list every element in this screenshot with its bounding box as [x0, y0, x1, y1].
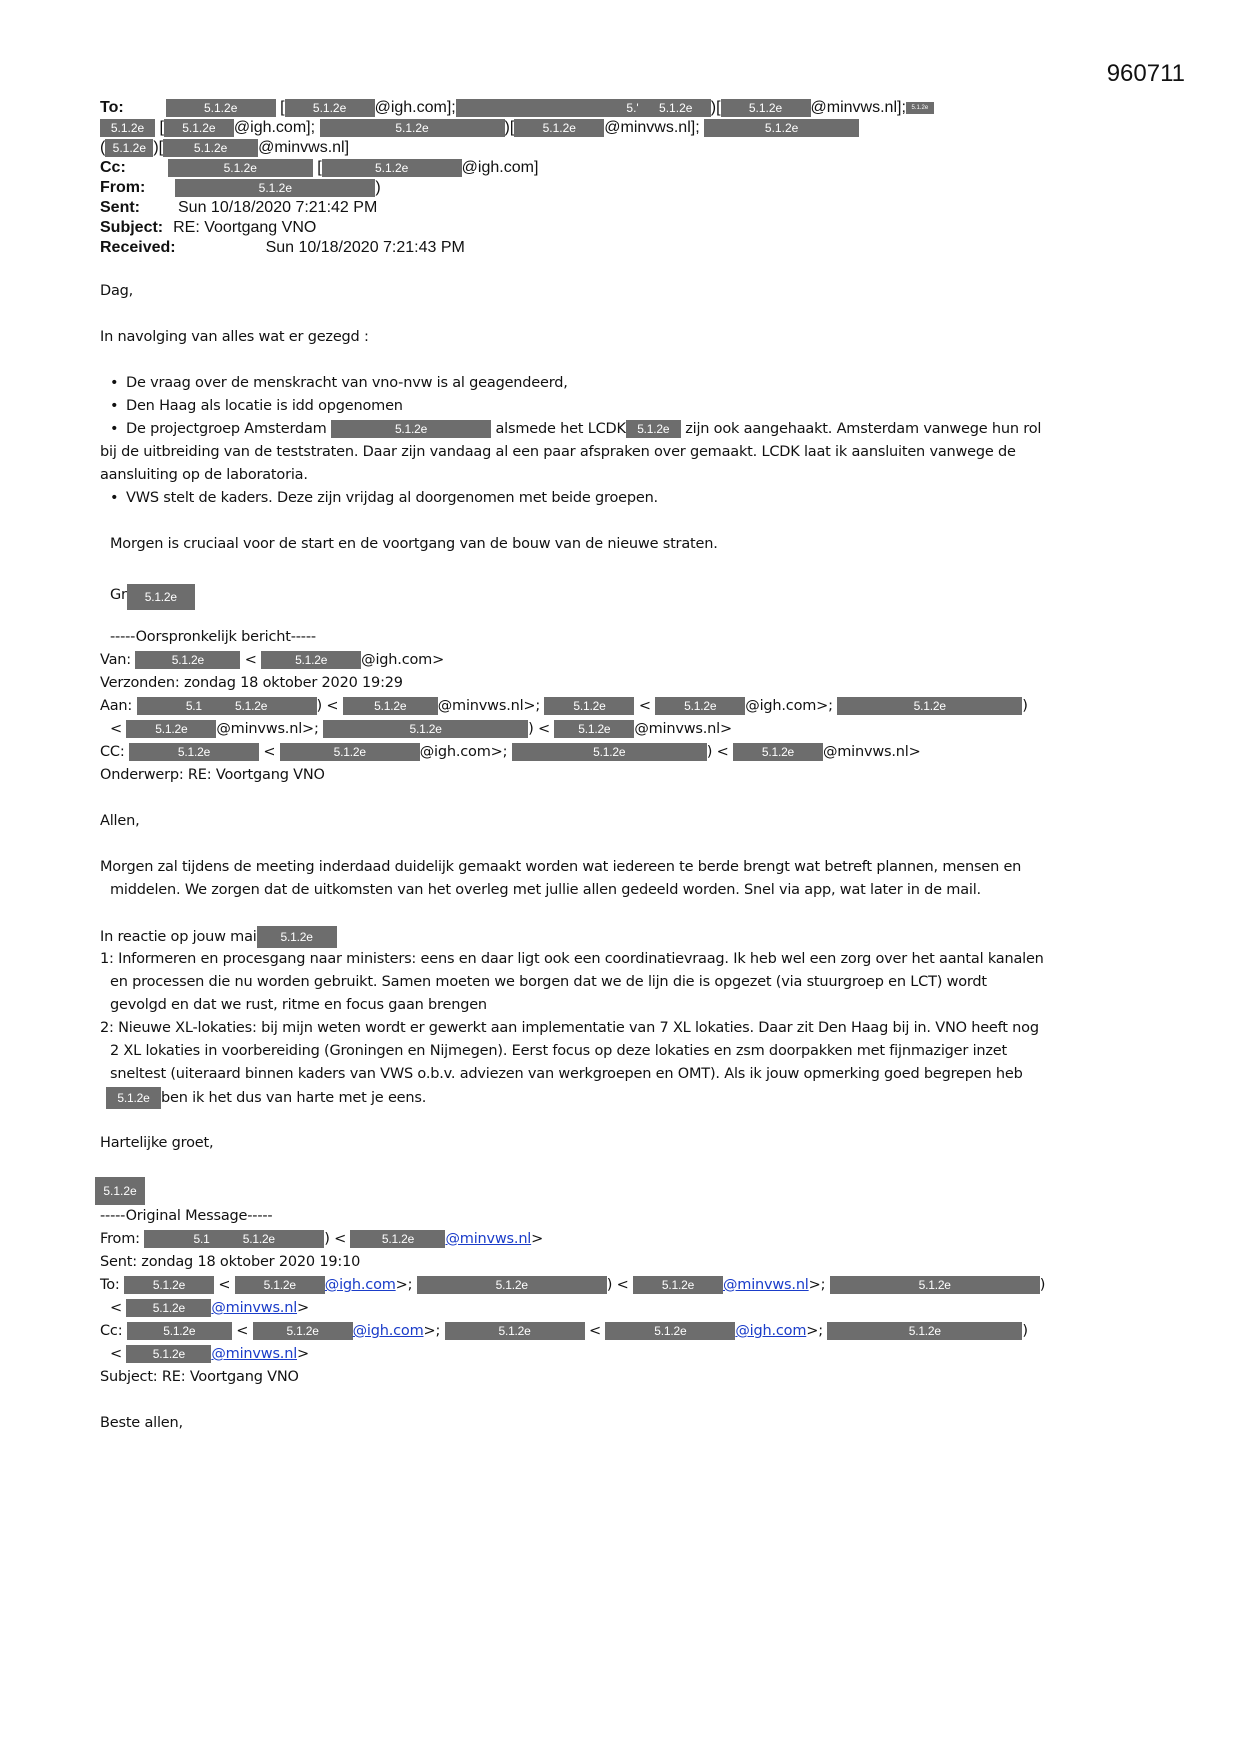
redaction: 5.1.2e: [417, 1276, 607, 1294]
redaction: 5.1.2e: [343, 697, 438, 715]
igh-address: @igh.com];: [374, 99, 456, 116]
redaction: 5.1.2e: [127, 584, 195, 610]
list-item: gevolgd en dat we rust, ritme en focus gaan brengen: [110, 997, 487, 1013]
redaction: 5.1.2e: [105, 139, 153, 157]
redaction: 5.1.2e: [331, 420, 491, 438]
redaction: 5.1.2e: [164, 119, 234, 137]
minvws-address: @minvws.nl];: [604, 119, 700, 136]
redaction: 5.': [456, 99, 641, 117]
greeting: Dag,: [100, 283, 134, 299]
from-label: From:: [100, 179, 146, 196]
redaction: 5.1.2e: [129, 743, 259, 761]
header-sent: [100, 198, 377, 218]
greeting: Allen,: [100, 813, 140, 829]
redaction: 5.1.2e: [261, 651, 361, 669]
to-label: To:: [100, 99, 124, 116]
signature: Gr 5.1.2e: [110, 580, 195, 610]
redaction: 5.1.2e: [100, 119, 155, 137]
email-link[interactable]: @igh.com: [352, 1323, 424, 1339]
original2-cc-line1: Cc: 5.1.2e < 5.1.2e @igh.com>; 5.1.2e < 5.1.2e @igh.com>; 5.1.2e ): [100, 1323, 1028, 1339]
email-link[interactable]: @minvws.nl: [211, 1300, 298, 1316]
list-item: 2: Nieuwe XL-lokaties: bij mijn weten wordt er gewerkt aan implementatie van 7 XL lokaties. Daar zit Den Haag bij in. VNO heeft nog: [100, 1020, 1039, 1036]
redaction: 5.1.2e: [320, 119, 505, 137]
header-subject: [100, 218, 316, 238]
original1-to-line2: < 5.1.2e @minvws.nl>; 5.1.2e ) < 5.1.2e @minvws.nl>: [110, 721, 732, 737]
redaction: 5.1.2e: [554, 720, 634, 738]
original2-cc-line2: < 5.1.2e @minvws.nl>: [110, 1346, 309, 1362]
redaction: 5.1.2e: [323, 720, 528, 738]
redaction: 5.1.2e: [257, 926, 337, 948]
bullet-item: • De projectgroep Amsterdam 5.1.2e alsmede het LCDK 5.1.2e zijn ook aangehaakt. Amsterdam vanwege hun rol: [110, 421, 1042, 437]
redaction: 5.1 5.1.2e: [137, 697, 317, 715]
paragraph: middelen. We zorgen dat de uitkomsten van het overleg met jullie allen gedeeld worden. Snel via app, wat later in de mail.: [110, 882, 981, 898]
paragraph: Morgen zal tijdens de meeting inderdaad duidelijk gemaakt worden wat iedereen te berde brengt wat betreft plannen, mensen en: [100, 859, 1022, 875]
bullet-continuation: aansluiting op de laboratoria.: [100, 467, 308, 483]
redaction: 5.1.2e: [704, 119, 859, 137]
redaction: 5.1.2e: [235, 1276, 325, 1294]
redaction: 5.1.2e: [106, 1087, 161, 1109]
header-to-line1: To: 5.1.2e [ 5.1.2e @igh.com]; 5.' 5.1.2e )[ 5.1.2e @minvws.nl]; 5.1.2e: [100, 98, 934, 118]
original1-subject: Onderwerp: RE: Voortgang VNO: [100, 767, 325, 783]
sent-value: Sun 10/18/2020 7:21:42 PM: [178, 199, 378, 216]
bullet-continuation: bij de uitbreiding van de teststraten. Daar zijn vandaag al een paar afspraken over gemaakt. LCDK laat ik aansluiten vanwege de: [100, 444, 1016, 460]
redaction: 5.1.2e: [166, 99, 276, 117]
cc-label: Cc:: [100, 159, 126, 176]
redaction: 5.1.2e: [126, 720, 216, 738]
reaction-line: In reactie op jouw mai 5.1.2e: [100, 926, 337, 948]
email-link[interactable]: @minvws.nl: [445, 1231, 532, 1247]
original-separator: -----Original Message-----: [100, 1208, 273, 1224]
redaction: 5.1.2e: [733, 743, 823, 761]
list-item: 1: Informeren en procesgang naar ministers: eens en daar ligt ook een coordinatievraag. Ik heb wel een zorg over het aantal kanalen: [100, 951, 1044, 967]
signature-redaction: 5.1.2e: [95, 1177, 145, 1205]
received-label: Received:: [100, 239, 176, 256]
document-number: 960711: [1106, 60, 1185, 87]
redaction: 5.1.2e: [322, 159, 462, 177]
redaction: 5.1.2e: [605, 1322, 735, 1340]
header-to-line3: ( 5.1.2e )[ 5.1.2e @minvws.nl]: [100, 139, 350, 156]
email-link[interactable]: @minvws.nl: [211, 1346, 298, 1362]
original1-to-line1: Aan: 5.1 5.1.2e ) < 5.1.2e @minvws.nl>; 5.1.2e < 5.1.2e @igh.com>; 5.1.2e ): [100, 698, 1028, 714]
redaction: 5.1.2e: [655, 697, 745, 715]
sent-label: Sent:: [100, 199, 140, 216]
original2-to-line2: < 5.1.2e @minvws.nl>: [110, 1300, 309, 1316]
redaction: 5.1.2e: [350, 1230, 445, 1248]
igh-address: @igh.com];: [233, 119, 316, 136]
header-from: From: 5.1.2e ): [100, 179, 381, 196]
redaction: 5.1 5.1.2e: [144, 1230, 324, 1248]
closing: Hartelijke groet,: [100, 1135, 214, 1151]
redaction: 5.1.2e: [135, 651, 240, 669]
intro: In navolging van alles wat er gezegd :: [100, 329, 369, 345]
original1-cc: CC: 5.1.2e < 5.1.2e @igh.com>; 5.1.2e ) < 5.1.2e @minvws.nl>: [100, 744, 921, 760]
redaction: 5.1.2e: [830, 1276, 1040, 1294]
original-separator: -----Oorspronkelijk bericht-----: [110, 629, 316, 645]
list-item: en processen die nu worden gebruikt. Samen moeten we borgen dat we de lijn die is opgezet (via stuurgroep en LCT) wordt: [110, 974, 987, 990]
original2-sent: Sent: zondag 18 oktober 2020 19:10: [100, 1254, 361, 1270]
received-value: Sun 10/18/2020 7:21:43 PM: [265, 239, 465, 256]
redaction: 5.1.2e: [544, 697, 634, 715]
bullet-item: • De vraag over de menskracht van vno-nvw is al geagendeerd,: [110, 375, 568, 391]
original1-from: Van: 5.1.2e < 5.1.2e @igh.com>: [100, 652, 445, 668]
redaction: 5.1.2e: [633, 1276, 723, 1294]
redaction: 5.1.2e: [168, 159, 313, 177]
redaction: 5.1.2e: [126, 1299, 211, 1317]
redaction: 5.1.2e: [906, 102, 934, 114]
minvws-address: @minvws.nl];: [810, 99, 906, 116]
list-item: sneltest (uiteraard binnen kaders van VWS o.b.v. adviezen van werkgroepen en OMT). Als ik jouw opmerking goed begrepen heb: [110, 1066, 1023, 1082]
closing-line: Morgen is cruciaal voor de start en de voortgang van de bouw van de nieuwe straten.: [110, 536, 718, 552]
original2-to-line1: To: 5.1.2e < 5.1.2e @igh.com>; 5.1.2e ) < 5.1.2e @minvws.nl>; 5.1.2e ): [100, 1277, 1046, 1293]
list-item: 2 XL lokaties in voorbereiding (Groningen en Nijmegen). Eerst focus op deze lokaties en zsm doorpakken met fijnmaziger inzet: [110, 1043, 1008, 1059]
subject-value: RE: Voortgang VNO: [173, 219, 317, 236]
redaction: 5.1.2e: [721, 99, 811, 117]
redaction: 5.1.2e: [126, 1345, 211, 1363]
redaction: 5.1.2e: [837, 697, 1022, 715]
bullet-item: • Den Haag als locatie is idd opgenomen: [110, 398, 403, 414]
original2-from: From: 5.1 5.1.2e ) < 5.1.2e @minvws.nl>: [100, 1231, 544, 1247]
igh-address: @igh.com]: [461, 159, 539, 176]
original1-sent: Verzonden: zondag 18 oktober 2020 19:29: [100, 675, 403, 691]
redaction: 5.1.2e: [626, 420, 681, 438]
minvws-address: @minvws.nl]: [258, 139, 350, 156]
redaction: 5.1.2e: [445, 1322, 585, 1340]
bullet-item: • VWS stelt de kaders. Deze zijn vrijdag al doorgenomen met beide groepen.: [110, 490, 658, 506]
redaction: 5.1.2e: [175, 179, 375, 197]
original2-subject: Subject: RE: Voortgang VNO: [100, 1369, 299, 1385]
redaction: 5.1.2e: [285, 99, 375, 117]
header-received: [100, 238, 465, 258]
redaction: 5.1.2e: [124, 1276, 214, 1294]
greeting: Beste allen,: [100, 1415, 183, 1431]
header-cc: Cc: 5.1.2e [ 5.1.2e @igh.com]: [100, 159, 539, 176]
email-link[interactable]: @igh.com: [735, 1323, 807, 1339]
header-to-line2: 5.1.2e [ 5.1.2e @igh.com]; 5.1.2e )[ 5.1.2e @minvws.nl]; 5.1.2e: [100, 118, 859, 138]
redaction: 5.1.2e: [280, 743, 420, 761]
redaction: 5.1.2e: [127, 1322, 232, 1340]
redaction: 5.1.2e: [163, 139, 258, 157]
list-item: 5.1.2e ben ik het dus van harte met je eens.: [106, 1087, 426, 1109]
redaction: 5.1.2e: [514, 119, 604, 137]
email-link[interactable]: @minvws.nl: [722, 1277, 809, 1293]
subject-label: Subject:: [100, 219, 164, 236]
redaction: 5.1.2e: [641, 99, 711, 117]
redaction: 5.1.2e: [512, 743, 707, 761]
redaction: 5.1.2e: [253, 1322, 353, 1340]
redaction: 5.1.2e: [827, 1322, 1022, 1340]
email-link[interactable]: @igh.com: [324, 1277, 396, 1293]
